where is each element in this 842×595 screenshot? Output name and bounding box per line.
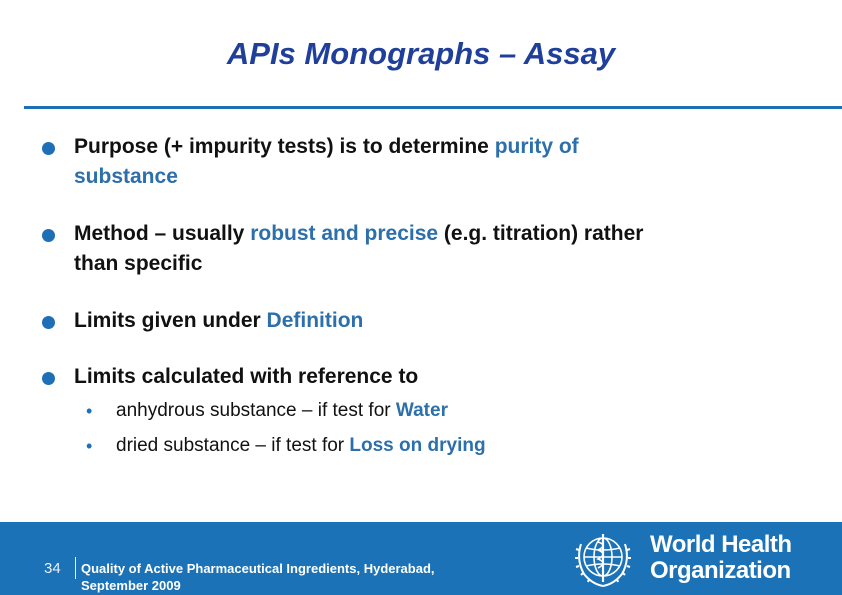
page-number: 34	[44, 560, 61, 577]
org-name-line1: World Health	[650, 531, 792, 558]
title-divider	[24, 106, 842, 109]
org-name-line2: Organization	[650, 557, 791, 584]
bullet-highlight: Definition	[266, 309, 364, 332]
bullet-highlight: robust and precise	[250, 222, 439, 245]
footer-text	[81, 560, 501, 594]
subbullet-dot-icon: •	[86, 436, 93, 456]
who-wordmark	[650, 532, 792, 584]
subbullet-text: dried substance – if test for	[116, 435, 350, 456]
bullet-text: Method – usually	[74, 222, 251, 245]
bullet-dot-icon	[42, 316, 55, 329]
bullet-limits-calculated	[40, 362, 820, 392]
subbullet-highlight: Water	[395, 400, 448, 421]
footer-bar	[0, 522, 842, 595]
bullet-dot-icon	[42, 229, 55, 242]
bullet-text-tail: (e.g. titration) rather	[438, 222, 644, 245]
bullet-text: Limits calculated with reference to	[74, 365, 419, 388]
footer-text-line1: Quality of Active Pharmaceutical Ingredients, Hyderabad,	[81, 561, 435, 576]
bullet-continuation: than specific	[74, 252, 203, 275]
bullet-dot-icon	[42, 142, 55, 155]
footer-text-line2: September 2009	[81, 578, 181, 593]
bullet-text: Purpose (+ impurity tests) is to determine	[74, 135, 495, 158]
bullet-limits-definition	[40, 306, 820, 336]
bullet-continuation: substance	[74, 165, 178, 188]
subbullet-dried	[80, 431, 820, 461]
bullet-list	[40, 132, 820, 461]
bullet-purpose	[40, 132, 820, 192]
subbullet-anhydrous	[80, 396, 820, 426]
bullet-text: Limits given under	[74, 309, 267, 332]
subbullet-highlight: Loss on drying	[349, 435, 486, 456]
bullet-dot-icon	[42, 372, 55, 385]
footer-separator	[75, 557, 76, 579]
subbullet-text: anhydrous substance – if test for	[116, 400, 396, 421]
bullet-highlight: purity of	[494, 135, 579, 158]
subbullet-dot-icon: •	[86, 401, 93, 421]
bullet-method	[40, 219, 820, 279]
slide-title: APIs Monographs – Assay	[226, 36, 616, 71]
who-emblem-icon	[572, 528, 634, 590]
